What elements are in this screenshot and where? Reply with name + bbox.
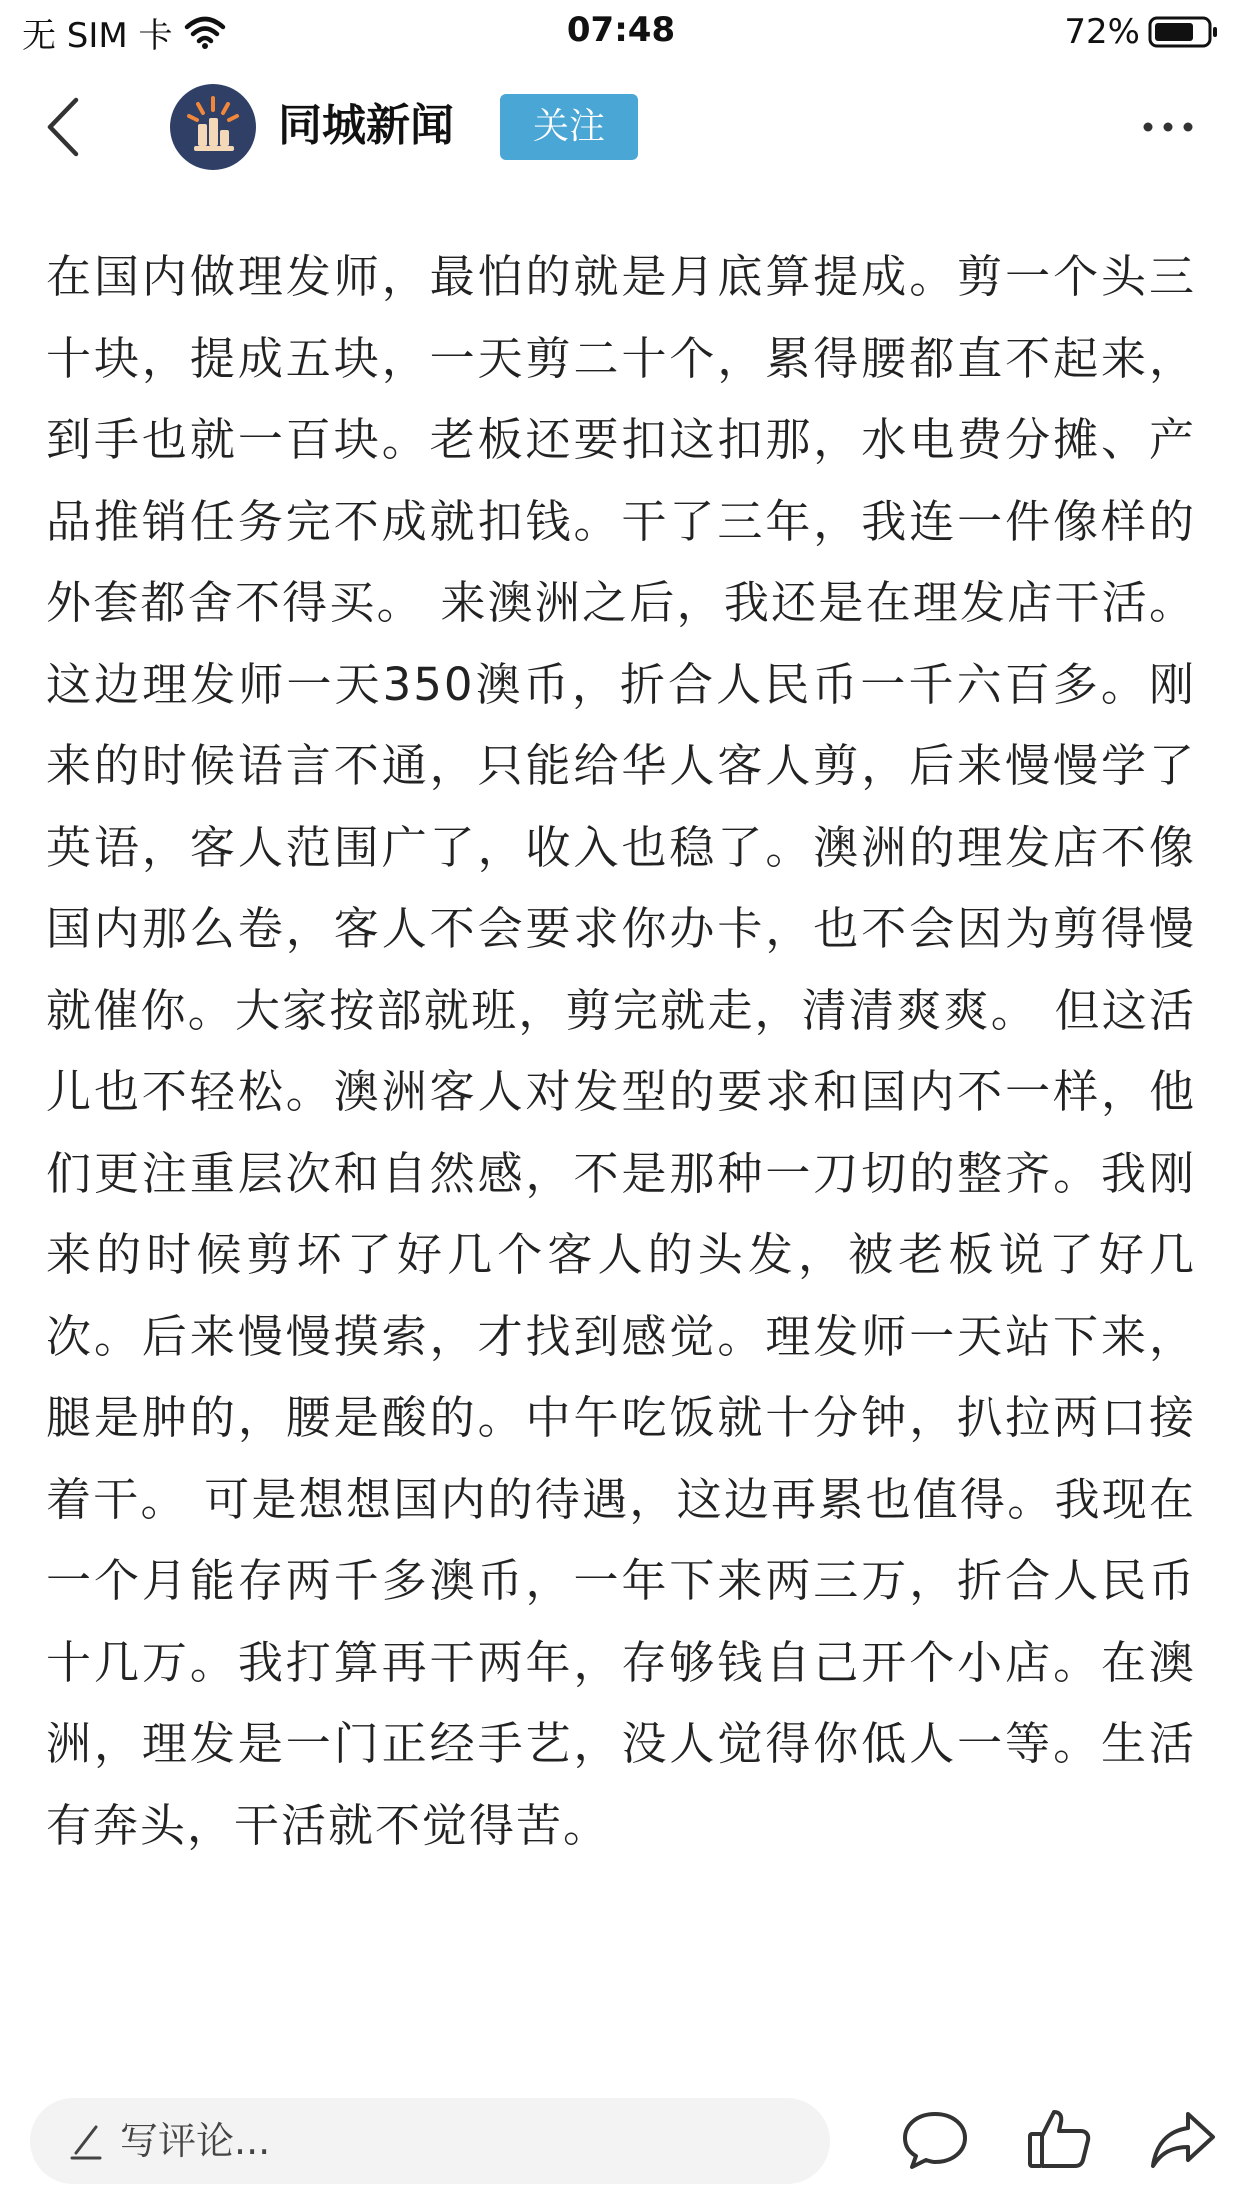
share-arrow-icon[interactable] bbox=[1148, 2104, 1218, 2174]
thumbs-up-icon[interactable] bbox=[1024, 2104, 1094, 2174]
follow-button[interactable]: 关注 bbox=[500, 94, 638, 160]
battery-icon bbox=[1148, 15, 1220, 49]
nav-bar bbox=[0, 72, 1242, 182]
more-dots-icon[interactable] bbox=[1138, 102, 1198, 152]
comment-input[interactable] bbox=[30, 2098, 830, 2184]
account-avatar-icon[interactable] bbox=[170, 84, 256, 170]
account-name[interactable]: 同城新闻 bbox=[278, 100, 454, 151]
comment-bubble-icon[interactable] bbox=[900, 2104, 970, 2174]
status-time: 07:48 bbox=[566, 10, 676, 50]
article-body: 在国内做理发师，最怕的就是月底算提成。剪一个头三十块，提成五块，一天剪二十个，累得腰都直不起来，到手也就一百块。老板还要扣这扣那，水电费分摊、产品推销任务完不成就扣钱。干了三年，我连一件像样的外套都舍不得买。 来澳洲之后，我还是在理发店干活。这边理发师一天350澳币，折合人民币一千六百多。刚来的时候语言不通，只能给华人客人剪，后来慢慢学了英语，客人范围广了，收入也稳了。澳洲的理发店不像国内那么卷，客人不会要求你办卡，也不会因为剪得慢就催你。大家按部就班，剪完就走，清清爽爽。 但这活儿也不轻松。澳洲客人对发型的要求和国内不一样，他们更注重层次和自然感，不是那种一刀切的整齐。我刚来的时候剪坏了好几个客人的头发，被老板说了好几次。后来慢慢摸索，才找到感觉。理发师一天站下来，腿是肿的，腰是酸的。中午吃饭就十分钟，扒拉两口接着干。 可是想想国内的待遇，这边再累也值得。我现在一个月能存两千多澳币，一年下来两三万，折合人民币十几万。我打算再干两年，存够钱自己开个小店。在澳洲，理发是一门正经手艺，没人觉得你低人一等。生活有奔头，干活就不觉得苦。 bbox=[46, 250, 1196, 1852]
comment-placeholder: 写评论... bbox=[120, 2119, 271, 2163]
status-bar bbox=[0, 0, 1242, 60]
pencil-icon bbox=[66, 2121, 106, 2161]
status-right bbox=[1064, 10, 1220, 54]
back-chevron-icon[interactable] bbox=[40, 92, 90, 162]
carrier-label: 无 SIM 卡 bbox=[22, 15, 173, 56]
battery-percent: 72% bbox=[1064, 12, 1140, 52]
